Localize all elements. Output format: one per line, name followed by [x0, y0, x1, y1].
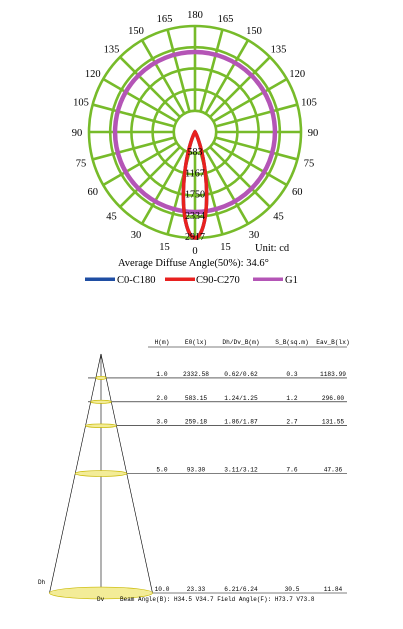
table-rows: [155, 371, 347, 593]
table-column-header: S_B(sq.m): [275, 339, 309, 346]
table-cell: 47.36: [323, 466, 343, 474]
table-cell: 11.84: [323, 586, 343, 593]
grid-spoke: [168, 30, 190, 112]
radial-value-label: 2917: [185, 232, 205, 243]
radial-value-label: 583: [187, 147, 203, 159]
angle-label: 45: [273, 211, 284, 223]
grid-spoke: [200, 30, 222, 112]
table-cell: 1.24/1.25: [224, 394, 258, 402]
grid-spoke: [93, 137, 175, 159]
beam-ellipse: [86, 424, 117, 428]
illuminance-cone-diagram: [0, 330, 403, 629]
table-cell: 2.7: [286, 418, 298, 426]
legend-label-c90-c270: C90-C270: [196, 275, 240, 286]
table-cell: 583.15: [184, 394, 208, 402]
beam-ellipse: [91, 400, 112, 403]
table-column-header: Dh/Dv_B(m): [222, 339, 260, 346]
beam-ellipse: [96, 376, 106, 379]
table-cell: 1.0: [156, 370, 168, 378]
angle-label: 75: [75, 158, 87, 170]
angle-label: 30: [248, 230, 260, 242]
legend-swatch-g1: [253, 278, 283, 282]
angle-label: 150: [128, 25, 144, 37]
table-cell: 5.0: [156, 466, 168, 474]
angle-label: 120: [289, 69, 306, 80]
table-cell: 259.18: [184, 418, 208, 426]
table-column-header: H(m): [154, 339, 170, 346]
beam-ellipse: [75, 471, 127, 477]
grid-spoke: [93, 105, 175, 127]
table-cell: 1183.99: [320, 370, 346, 378]
grid-spoke: [215, 105, 297, 127]
angle-label: 0: [192, 246, 198, 257]
legend: [85, 275, 298, 286]
table-cell: 23.33: [186, 586, 206, 593]
table-cell: 30.5: [284, 586, 300, 593]
dv-label: Dv: [97, 596, 105, 603]
angle-label: 135: [270, 44, 287, 56]
table-cell: 3.0: [156, 418, 168, 426]
angle-label: 165: [217, 14, 234, 26]
angle-label: 165: [156, 14, 173, 26]
table-cell: 6.21/6.24: [224, 586, 258, 593]
angle-label: 180: [187, 10, 203, 21]
radial-value-label: 2334: [185, 210, 205, 222]
angle-label: 75: [303, 158, 315, 170]
legend-swatch-c0-c180: [85, 278, 115, 282]
angle-label: 105: [301, 97, 317, 109]
table-header: [148, 339, 350, 347]
polar-intensity-chart: [0, 0, 403, 290]
legend-label-g1: G1: [285, 275, 298, 286]
radial-value-label: 1750: [185, 189, 205, 201]
angle-label: 45: [106, 211, 117, 223]
table-column-header: Eav_B(lx): [316, 339, 350, 346]
average-diffuse-angle: Average Diffuse Angle(50%): 34.6°: [118, 258, 269, 269]
table-cell: 0.3: [286, 370, 298, 378]
table-cell: 131.55: [321, 418, 345, 426]
angle-label: 135: [103, 44, 120, 56]
table-cell: 0.62/0.62: [224, 370, 258, 378]
angle-label: 60: [291, 187, 303, 198]
angle-label: 150: [246, 25, 262, 37]
unit-label: Unit: cd: [255, 243, 290, 254]
angle-label: 30: [130, 230, 142, 242]
angle-label: 15: [159, 241, 170, 253]
angle-label: 90: [71, 128, 83, 139]
grid-spoke: [215, 137, 297, 159]
angle-label: 90: [307, 128, 319, 139]
table-column-header: E0(lx): [184, 339, 208, 346]
radial-value-label: 1167: [185, 168, 205, 180]
table-cell: 296.00: [321, 394, 345, 402]
table-cell: 10.0: [154, 586, 170, 593]
table-cell: 3.11/3.12: [224, 466, 258, 474]
legend-label-c0-c180: C0-C180: [117, 275, 156, 286]
legend-swatch-c90-c270: [165, 278, 195, 282]
dh-label: Dh: [38, 579, 46, 586]
table-cell: 1.2: [286, 394, 298, 402]
angle-label: 105: [73, 97, 89, 109]
beam-field-angle-footer: Beam Angle(B): H34.5 V34.7 Field Angle(F): H73.7 V73.8: [120, 596, 315, 603]
table-cell: 2332.58: [183, 370, 209, 378]
angle-label: 60: [87, 187, 99, 198]
table-cell: 1.86/1.87: [224, 418, 258, 426]
table-cell: 93.30: [186, 466, 206, 474]
angle-label: 15: [220, 241, 231, 253]
angle-label: 120: [84, 69, 101, 80]
table-cell: 2.0: [156, 394, 168, 402]
table-cell: 7.6: [286, 466, 298, 474]
